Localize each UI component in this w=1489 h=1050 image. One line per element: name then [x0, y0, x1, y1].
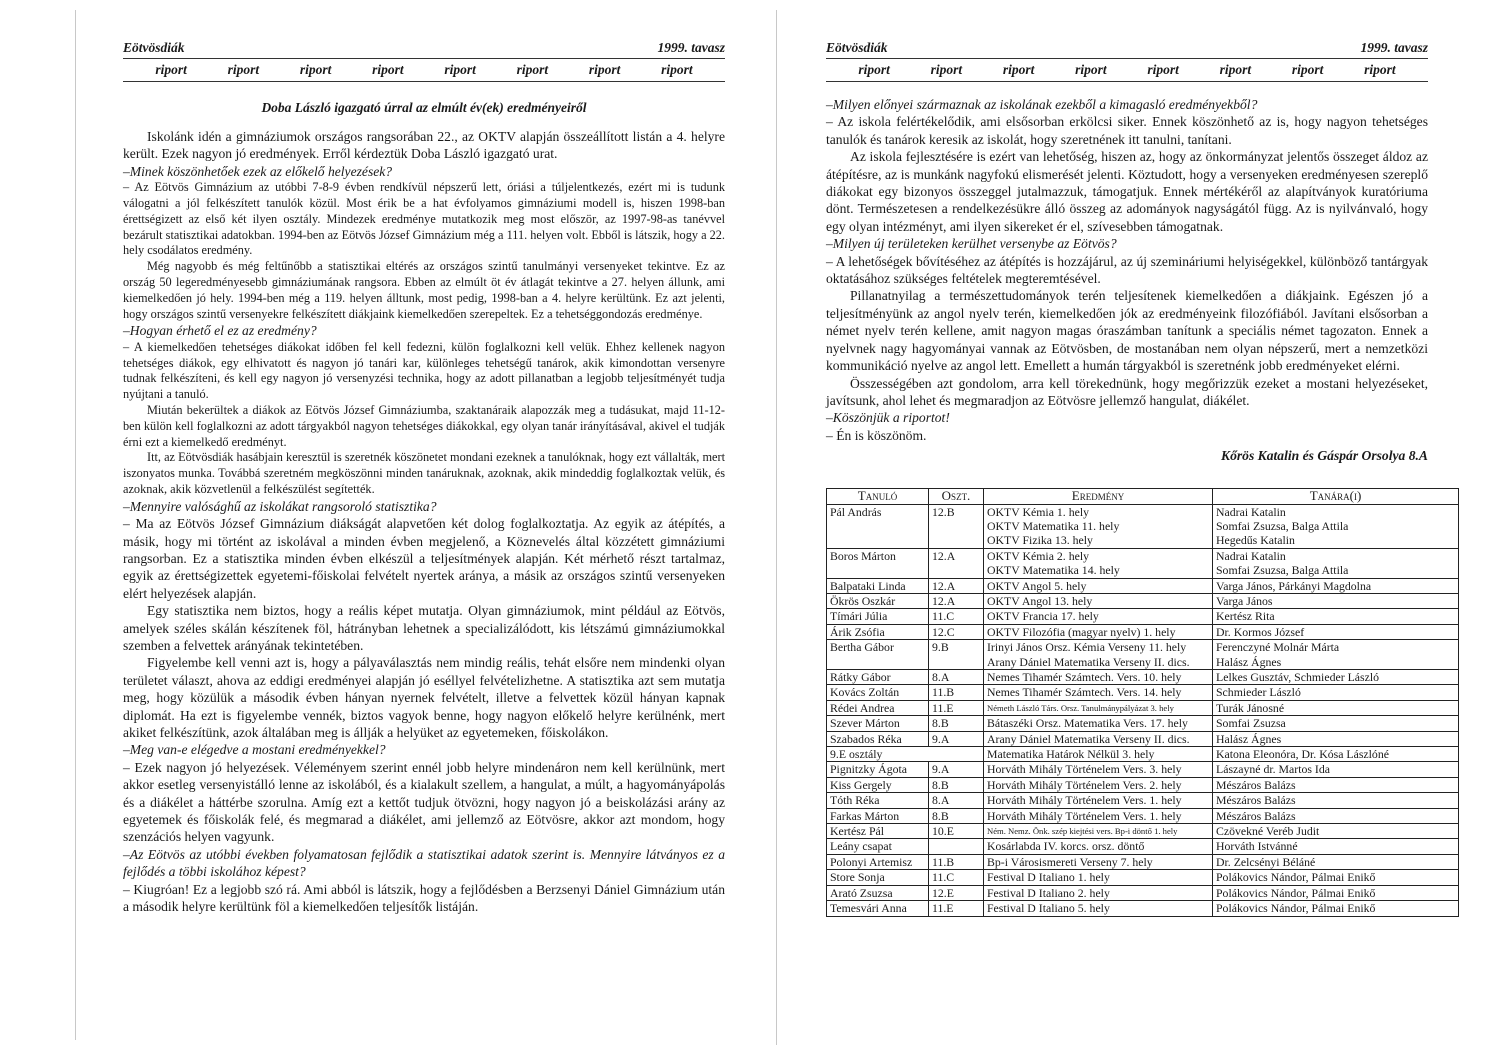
result-line: OKTV Filozófia (magyar nyelv) 1. hely: [987, 624, 1176, 639]
result-cell: [984, 548, 1213, 578]
teacher-line: Somfai Zsuzsa: [1216, 716, 1286, 731]
paragraph: Összességében azt gondolom, arra kell törekednünk, hogy megőrizzük ezeket a mostani helyezéseket, javítsunk, ahol lehet és megmaradjon az Eötvösre jellemző hangulat, diákélet.: [826, 375, 1428, 408]
student-name-cell: Szever Márton: [827, 716, 929, 731]
student-name-cell: Tóth Réka: [827, 793, 929, 808]
teacher-cell: [1213, 731, 1459, 746]
section-label: riport: [372, 62, 404, 77]
table-row: [827, 716, 1459, 731]
class-cell: 8.A: [929, 670, 984, 685]
result-line: Horváth Mihály Történelem Vers. 1. hely: [987, 793, 1182, 808]
running-header: [123, 40, 725, 58]
result-cell: [984, 700, 1213, 715]
section-label: riport: [1291, 62, 1324, 77]
result-line: OKTV Kémia 1. hely: [987, 504, 1090, 519]
student-name-cell: Szabados Réka: [827, 731, 929, 746]
student-name-cell: Kertész Pál: [827, 824, 929, 839]
table-row: [827, 685, 1459, 700]
section-label: riport: [1002, 62, 1035, 77]
result-line: Irinyi János Orsz. Kémia Verseny 11. hely: [987, 640, 1187, 655]
teacher-cell: [1213, 854, 1459, 869]
result-line: OKTV Fizika 13. hely: [987, 533, 1093, 548]
result-line: Kosárlabda IV. korcs. orsz. döntő: [987, 839, 1145, 854]
class-cell: 11.E: [929, 901, 984, 916]
result-cell: [984, 762, 1213, 777]
paragraph: Az iskola fejlesztésére is ezért van lehetőség, hiszen az, hogy az önkormányzat jelentős összeget áldoz az átépítésre, az is munkánk nagyfokú elismerését jelenti. Köztudott, hogy a versenyeken eredményesen szereplő diákokat egy bizonyos összeggel jutalmazzuk, támogatjuk. Ennek mértékéről az alapítványok kuratóriuma dönt. Természetesen a rendelkezésükre álló összeg az adományok nagyságától függ. Az is nyilvánvaló, hogy egy olyan intézményt, ami ilyen sikereket ér el, szívesebben támogatnak.: [826, 149, 1428, 234]
teacher-cell: [1213, 793, 1459, 808]
class-cell: 11.B: [929, 685, 984, 700]
result-line: Németh László Társ. Orsz. Tanulmánypályázat 3. hely: [987, 702, 1174, 713]
result-cell: [984, 731, 1213, 746]
class-cell: 12.B: [929, 504, 984, 548]
publication-name: Eötvösdiák: [826, 40, 888, 55]
section-label: riport: [1364, 62, 1396, 77]
table-row: [827, 593, 1459, 608]
section-label: riport: [299, 62, 332, 77]
teacher-line: Hegedűs Katalin: [1216, 533, 1295, 548]
result-cell: [984, 624, 1213, 639]
result-line: Horváth Mihály Történelem Vers. 2. hely: [987, 777, 1182, 792]
section-rule: [123, 81, 725, 82]
paragraph: Iskolánk idén a gimnáziumok országos rangsorában 22., az OKTV alapján összeállított listán a 4. helyre került. Ezek nagyon jó eredmények. Erről kérdeztük Doba László igazgató urat.: [123, 129, 725, 162]
student-name-cell: Pál András: [827, 504, 929, 548]
teacher-cell: [1213, 609, 1459, 624]
table-row: [827, 808, 1459, 823]
teacher-line: Polákovics Nándor, Pálmai Enikő: [1216, 901, 1376, 916]
table-row: [827, 731, 1459, 746]
teacher-line: Mészáros Balázs: [1216, 777, 1296, 792]
teacher-line: Katona Eleonóra, Dr. Kósa Lászlóné: [1216, 747, 1389, 762]
class-cell: 11.C: [929, 870, 984, 885]
table-row: [827, 762, 1459, 777]
student-name-cell: Boros Márton: [827, 548, 929, 578]
table-row: [827, 640, 1459, 670]
teacher-cell: [1213, 578, 1459, 593]
section-label: riport: [1219, 62, 1252, 77]
student-name-cell: 9.E osztály: [827, 747, 984, 762]
class-cell: 8.B: [929, 777, 984, 792]
student-name-cell: Tímári Júlia: [827, 609, 929, 624]
right-page: [826, 40, 1428, 917]
teacher-cell: [1213, 548, 1459, 578]
result-cell: [984, 670, 1213, 685]
section-bar: [123, 59, 725, 81]
teacher-line: Dr. Zelcsényi Béláné: [1216, 854, 1316, 869]
result-line: Festival D Italiano 5. hely: [987, 901, 1110, 916]
teacher-cell: [1213, 504, 1459, 548]
student-name-cell: Ökrös Oszkár: [827, 593, 929, 608]
table-row: [827, 670, 1459, 685]
result-line: Bp-i Városismereti Verseny 7. hely: [987, 854, 1153, 869]
teacher-cell: [1213, 777, 1459, 792]
teacher-cell: [1213, 624, 1459, 639]
result-line: Horváth Mihály Történelem Vers. 3. hely: [987, 762, 1182, 777]
student-name-cell: Store Sonja: [827, 870, 929, 885]
teacher-line: Kertész Rita: [1216, 609, 1275, 624]
teacher-cell: [1213, 640, 1459, 670]
issue-label: 1999. tavasz: [657, 40, 725, 55]
paragraph: Egy statisztika nem biztos, hogy a reális képet mutatja. Olyan gimnáziumok, mint például az Eötvös, amelyek széles skálán készítenek föl, hátrányban lehetnek a specializálódott, kis létszámú gimnáziumokkal szemben a felvettek arányának tekintetében.: [123, 603, 725, 654]
interview-question: –Az Eötvös az utóbbi években folyamatosan fejlődik a statisztikai adatok szerint is. Mennyire látványos ez a fejlődés a többi iskolához képest?: [123, 846, 725, 880]
author-signature: Kőrös Katalin és Gáspár Orsolya 8.A: [1221, 448, 1428, 464]
article-title: Doba László igazgató úrral az elmúlt év(ek) eredményeiről: [261, 100, 587, 115]
student-name-cell: Bertha Gábor: [827, 640, 929, 670]
issue-label: 1999. tavasz: [1360, 40, 1428, 55]
result-cell: [984, 793, 1213, 808]
result-cell: [984, 609, 1213, 624]
class-cell: 12.A: [929, 593, 984, 608]
result-line: Festival D Italiano 1. hely: [987, 870, 1110, 885]
class-cell: 11.C: [929, 609, 984, 624]
result-cell: [984, 777, 1213, 792]
column-header: Tanára(i): [1213, 489, 1459, 504]
result-cell: [984, 640, 1213, 670]
teacher-line: Lászayné dr. Martos Ida: [1216, 762, 1330, 777]
teacher-line: Nadrai Katalin: [1216, 504, 1286, 519]
running-header: [826, 40, 1428, 58]
table-row: [827, 504, 1459, 548]
paragraph: Itt, az Eötvösdiák hasábjain keresztül is szeretnék köszönetet mondani ezeknek a tanulóknak, hogy ezt vállalták, mert iszonyatos munka. Továbbá szeretném megköszönni minden tanáruknak, azoknak, akik mindeddig foglalkoztak velük, és azoknak, akik közvetlenül a felkészülést segítették.: [123, 450, 725, 496]
result-line: Horváth Mihály Történelem Vers. 1. hely: [987, 808, 1182, 823]
interview-question: –Köszönjük a riportot!: [826, 410, 950, 426]
teacher-cell: [1213, 885, 1459, 900]
result-line: OKTV Kémia 2. hely: [987, 548, 1090, 563]
table-row: [827, 839, 1459, 854]
table-header-row: [827, 489, 1459, 504]
interview-question: –Milyen előnyei származnak az iskolának ezekből a kimagasló eredményekből?: [826, 97, 1258, 112]
teacher-line: Turák Jánosné: [1216, 700, 1285, 715]
class-cell: 8.A: [929, 793, 984, 808]
paragraph: Miután bekerültek a diákok az Eötvös József Gimnáziumba, szaktanáraik alapozzák meg a tudásukat, majd 11-12-ben külön kell foglalkozni az adott tárgyakból nagyon tehetséges diákokkal, egy olyan tanár irányításával, akivel el tudják érni ezt a kiemelkedő eredményt.: [123, 402, 725, 449]
result-cell: [984, 870, 1213, 885]
teacher-line: Horváth Istvánné: [1216, 839, 1298, 854]
section-bar: [826, 59, 1428, 81]
result-cell: [984, 593, 1213, 608]
column-header: Eredmény: [984, 489, 1213, 504]
teacher-line: Mészáros Balázs: [1216, 808, 1296, 823]
class-cell: 9.A: [929, 731, 984, 746]
page-fold: [776, 10, 777, 1045]
teacher-cell: [1213, 762, 1459, 777]
section-label: riport: [930, 62, 963, 77]
result-line: Festival D Italiano 2. hely: [987, 885, 1110, 900]
table-row: [827, 824, 1459, 839]
class-cell: 12.E: [929, 885, 984, 900]
table-row: [827, 885, 1459, 900]
class-cell: 12.A: [929, 578, 984, 593]
interview-question: –Milyen új területeken kerülhet versenybe az Eötvös?: [826, 236, 1117, 252]
student-name-cell: Rédei Andrea: [827, 700, 929, 715]
teacher-line: Polákovics Nándor, Pálmai Enikő: [1216, 870, 1376, 885]
teacher-cell: [1213, 747, 1459, 762]
section-label: riport: [444, 62, 476, 77]
paragraph: Még nagyobb és még feltűnőbb a statisztikai eltérés az országos szintű tanulmányi versenyeket tekintve. Ez az ország 50 legeredményesebb gimnáziumának rangsora. Ebben az elmúlt öt év átlagát tekintve a 27. helyen állunk, ami kiemelkedően jó hely. 1994-ben még a 119. helyen álltunk, most pedig, 1998-ban a 4. helyre kerültünk. Ez azt jelenti, hogy országos szintű versenyekre felkészített diákjaink kiemelkedően szerepeltek. Ez a tehetséggondozás eredménye.: [123, 259, 725, 321]
result-line: OKTV Angol 13. hely: [987, 593, 1093, 608]
section-label: riport: [1147, 62, 1179, 77]
class-cell: 8.B: [929, 808, 984, 823]
paragraph: – Én is köszönöm.: [826, 427, 927, 443]
student-name-cell: Arató Zsuzsa: [827, 885, 929, 900]
teacher-cell: [1213, 700, 1459, 715]
paragraph: Figyelembe kell venni azt is, hogy a pályaválasztás nem mindig reális, tehát elsőre nem mindenki olyan területet választ, ahova az eddigi eredményei alapján jó eséllyel felvételizhetne. A statisztika azt sem mutatja meg, hogy közülük a második évben hányan nyernek felvételt, illetve a felvettek közül hányan kapnak diplomát. Ha ezt is figyelembe vennék, biztos vagyok benne, hogy nagyon előkelő helyre kerülnénk, mert akiket felkészítünk, azok általában meg is állják a helyüket az egyetemeken, főiskolákon.: [123, 655, 725, 741]
result-line: Nemes Tihamér Számtech. Vers. 10. hely: [987, 670, 1182, 684]
table-row: [827, 578, 1459, 593]
paragraph: – Ma az Eötvös József Gimnázium diákságát alapvetően két dolog foglalkoztatja. Az egyik az átépítés, a másik, hogy mi történt az iskolával a minden évben megjelenő, a Köznevelés által közzétett gimnáziumi rangsorban. Ez a statisztika minden évben elkészül a teljesítmények alapján. Két mérhető részt tartalmaz, egyik az érettségizettek egyetemi-főiskolai felvételt nyertek aránya, a másik az országos szintű versenyeken elért helyezések alapján.: [123, 516, 725, 601]
result-line: OKTV Angol 5. hely: [987, 578, 1087, 593]
student-name-cell: Leány csapat: [827, 839, 929, 854]
student-name-cell: Balpataki Linda: [827, 578, 929, 593]
results-table: [826, 488, 1459, 916]
teacher-line: Varga János: [1216, 593, 1273, 608]
class-cell: 9.B: [929, 640, 984, 670]
column-header: Oszt.: [929, 489, 984, 504]
student-name-cell: Polonyi Artemisz: [827, 854, 929, 869]
class-cell: [929, 839, 984, 854]
result-line: OKTV Francia 17. hely: [987, 609, 1099, 624]
result-cell: [984, 839, 1213, 854]
result-cell: [984, 824, 1213, 839]
class-cell: 10.E: [929, 824, 984, 839]
student-name-cell: Temesvári Anna: [827, 901, 929, 916]
column-header: Tanuló: [827, 489, 929, 504]
table-row: [827, 747, 1459, 762]
teacher-line: Polákovics Nándor, Pálmai Enikő: [1216, 885, 1376, 900]
teacher-line: Lelkes Gusztáv, Schmieder László: [1216, 670, 1380, 684]
teacher-cell: [1213, 593, 1459, 608]
paragraph: Pillanatnyilag a természettudományok terén teljesítenek kiemelkedően a diákjaink. Egészen jó a teljesítményünk az angol nyelv terén, kiemelkedően jók az eredményeink filozófiából. Javítani elsősorban a német nyelv terén kellene, amit nagyon magas óraszámban tanítunk a speciális német tagozaton. Ennek a nyelvnek nagy hagyományai vannak az Eötvösben, de mostanában nem olyan népszerű, mert a nemzetközi kommunikáció nyelve az angol lett. Emellett a humán tárgyakból is szeretnénk jobb eredményeket elérni.: [826, 288, 1428, 374]
result-cell: [984, 885, 1213, 900]
paragraph: – Az iskola felértékelődik, ami elsősorban erkölcsi siker. Ennek köszönhető az is, hogy nagyon tehetséges tanulók és tanárok keresik az iskolát, hogy szeretnének itt tanulni, tanítani.: [826, 114, 1428, 147]
article-body: [826, 96, 1428, 444]
teacher-line: Schmieder László: [1216, 685, 1301, 700]
teacher-cell: [1213, 901, 1459, 916]
result-cell: [984, 854, 1213, 869]
section-label: riport: [588, 62, 621, 77]
result-cell: [984, 716, 1213, 731]
publication-name: Eötvösdiák: [123, 40, 185, 55]
section-label: riport: [516, 62, 549, 77]
table-row: [827, 777, 1459, 792]
result-line: Matematika Határok Nélkül 3. hely: [987, 747, 1155, 762]
class-cell: 9.A: [929, 762, 984, 777]
teacher-line: Nadrai Katalin: [1216, 548, 1286, 563]
result-cell: [984, 578, 1213, 593]
result-cell: [984, 504, 1213, 548]
result-line: Nemes Tihamér Számtech. Vers. 14. hely: [987, 685, 1182, 700]
result-line: Arany Dániel Matematika Verseny II. dics.: [987, 654, 1190, 669]
teacher-cell: [1213, 685, 1459, 700]
student-name-cell: Árik Zsófia: [827, 624, 929, 639]
student-name-cell: Kiss Gergely: [827, 777, 929, 792]
teacher-line: Mészáros Balázs: [1216, 793, 1296, 808]
teacher-cell: [1213, 839, 1459, 854]
teacher-line: Halász Ágnes: [1216, 731, 1282, 746]
result-line: Ném. Nemz. Önk. szép kiejtési vers. Bp-i döntő 1. hely: [987, 826, 1178, 837]
paragraph: – Az Eötvös Gimnázium az utóbbi 7-8-9 évben rendkívül népszerű lett, óriási a túljelentkezés, ezért mi is tudunk válogatni a jól felkészített tanulók közül. Most érik be a hat évfolyamos gimnáziumi modell is, hiszen 1998-ban érettségizett az első két ilyen osztály. Mindezek eredménye mutatkozik meg most először, az 1997-98-as tanévvel bezárult statisztikai adatokban. 1994-ben az Eötvös József Gimnázium még a 111. helyen volt. Ebből is látszik, hogy a 22. hely csodálatos eredmény.: [123, 180, 725, 258]
section-label: riport: [661, 62, 693, 77]
section-label: riport: [1075, 62, 1107, 77]
table-row: [827, 854, 1459, 869]
table-row: [827, 700, 1459, 715]
interview-question: –Minek köszönhetőek ezek az előkelő helyezések?: [123, 163, 393, 179]
teacher-cell: [1213, 670, 1459, 685]
paragraph: – A kiemelkedően tehetséges diákokat időben fel kell fedezni, külön foglalkozni kell velük. Ehhez kellenek nagyon tehetséges diákok, egy elhivatott és nagyon jó tanári kar, különleges tehetségű tanárok, akik kimondottan versenyre tudnak felkészíteni, és kell egy nagyon jó versenyzési technika, hogy az adott pillanatban a legjobb teljesítményét tudja nyújtani a tanuló.: [123, 339, 725, 402]
result-cell: [984, 747, 1213, 762]
student-name-cell: Farkas Márton: [827, 808, 929, 823]
table-row: [827, 793, 1459, 808]
teacher-line: Dr. Kormos József: [1216, 624, 1305, 639]
table-row: [827, 901, 1459, 916]
teacher-line: Ferenczyné Molnár Márta: [1216, 640, 1340, 655]
paragraph: – A lehetőségek bővítéséhez az átépítés is hozzájárul, az új szemináriumi helyiségekkel, különböző tantárgyak oktatásához szükséges feltételek megteremtésével.: [826, 253, 1428, 287]
table-row: [827, 609, 1459, 624]
left-page: [123, 40, 725, 916]
teacher-cell: [1213, 716, 1459, 731]
teacher-line: Somfai Zsuzsa, Balga Attila: [1216, 518, 1349, 533]
class-cell: 12.C: [929, 624, 984, 639]
teacher-line: Czövekné Veréb Judit: [1216, 824, 1320, 839]
paragraph: – Ezek nagyon jó helyezések. Véleményem szerint ennél jobb helyre mindenáron nem kell kerülnünk, mert akkor esetleg versenyistálló lenne az iskolából, és a kialakult szellem, a hangulat, a múlt, a hagyományápolás és a diákélet a háttérbe szorulna. Amíg ezt a kettőt tudjuk ötvözni, hogy nagyon jó a beiskolázási arány az egyetemek és főiskolák felé, és megmarad a diákélet, ami jellemző az Eötvösre, akkor azt mondom, hogy szenzációs helyen vagyunk.: [123, 759, 725, 845]
result-line: OKTV Matematika 11. hely: [987, 518, 1120, 533]
table-row: [827, 870, 1459, 885]
teacher-cell: [1213, 870, 1459, 885]
paragraph: – Kiugróan! Ez a legjobb szó rá. Ami abból is látszik, hogy a fejlődésben a Berzsenyi Dániel Gimnázium után a második helyre kerültünk föl a kiemelkedően teljesítők listáján.: [123, 881, 725, 915]
section-label: riport: [227, 62, 260, 77]
teacher-line: Varga János, Párkányi Magdolna: [1216, 578, 1372, 593]
table-row: [827, 624, 1459, 639]
article-body: [123, 128, 725, 916]
result-line: Bátaszéki Orsz. Matematika Vers. 17. hely: [987, 716, 1188, 731]
interview-question: –Hogyan érhető el ez az eredmény?: [123, 323, 317, 339]
section-label: riport: [155, 62, 187, 77]
teacher-line: Somfai Zsuzsa, Balga Attila: [1216, 563, 1349, 578]
section-label: riport: [858, 62, 890, 77]
interview-question: –Meg van-e elégedve a mostani eredményekkel?: [123, 742, 386, 758]
table-row: [827, 548, 1459, 578]
class-cell: 8.B: [929, 716, 984, 731]
class-cell: 12.A: [929, 548, 984, 578]
class-cell: 11.E: [929, 700, 984, 715]
result-line: OKTV Matematika 14. hely: [987, 563, 1120, 578]
teacher-cell: [1213, 824, 1459, 839]
result-cell: [984, 808, 1213, 823]
result-cell: [984, 901, 1213, 916]
student-name-cell: Kovács Zoltán: [827, 685, 929, 700]
student-name-cell: Pignitzky Ágota: [827, 762, 929, 777]
student-name-cell: Rátky Gábor: [827, 670, 929, 685]
section-rule: [826, 81, 1428, 82]
result-line: Arany Dániel Matematika Verseny II. dics.: [987, 731, 1190, 746]
result-cell: [984, 685, 1213, 700]
interview-question: –Mennyire valósághű az iskolákat rangsoroló statisztika?: [123, 498, 437, 514]
class-cell: 11.B: [929, 854, 984, 869]
teacher-cell: [1213, 808, 1459, 823]
page-edge-left: [75, 10, 76, 1040]
teacher-line: Halász Ágnes: [1216, 654, 1282, 669]
